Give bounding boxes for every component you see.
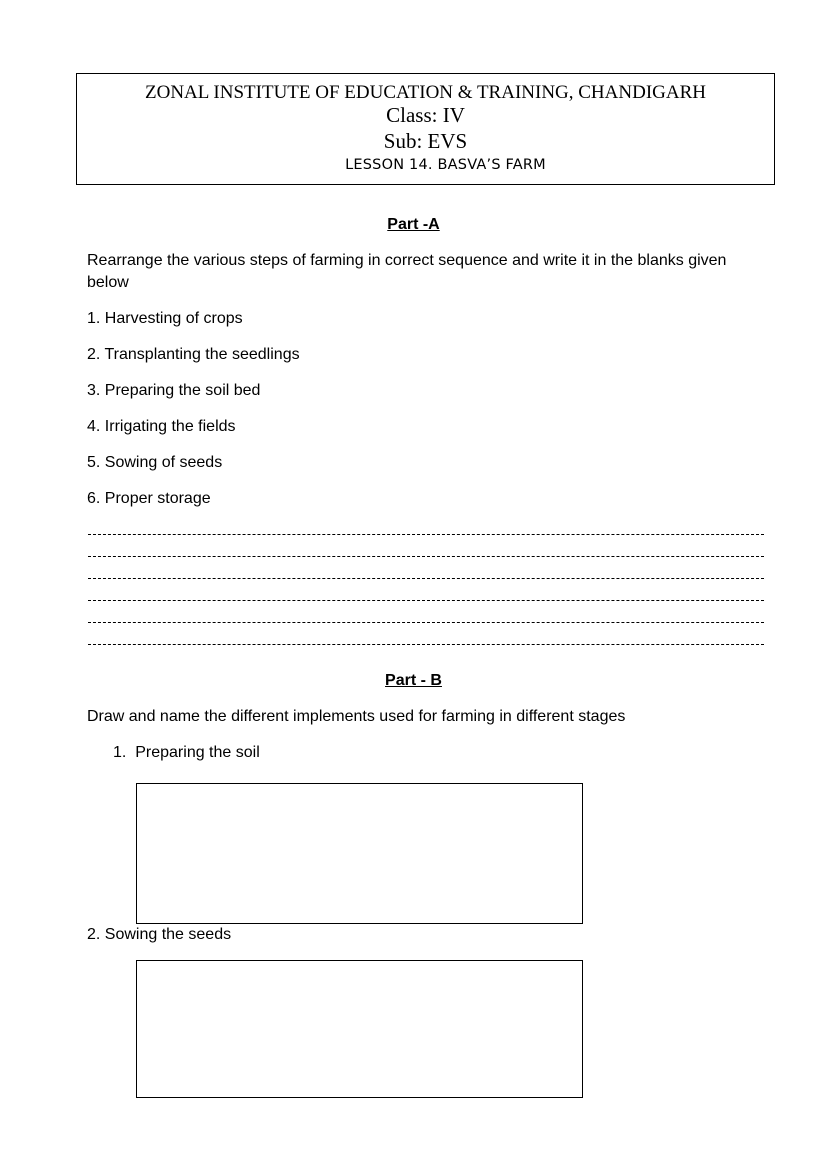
stage-label-preparing-soil: 1. Preparing the soil <box>113 744 260 761</box>
institute-name: ZONAL INSTITUTE OF EDUCATION & TRAINING, CHANDIGARH <box>145 82 706 103</box>
step-item: 6. Proper storage <box>87 490 211 507</box>
step-item: 4. Irrigating the fields <box>87 418 236 435</box>
answer-blank-line[interactable] <box>88 556 764 557</box>
stage-label-sowing-seeds: 2. Sowing the seeds <box>87 926 232 943</box>
answer-blank-line[interactable] <box>88 644 764 645</box>
answer-blank-line[interactable] <box>88 578 764 579</box>
header-box <box>76 73 775 185</box>
step-item: 1. Harvesting of crops <box>87 310 243 327</box>
step-item: 2. Transplanting the seedlings <box>87 346 300 363</box>
part-b-instruction: Draw and name the different implements used for farming in different stages <box>87 708 626 725</box>
drawing-box-sowing-seeds[interactable] <box>136 960 583 1098</box>
lesson-title: LESSON 14. BASVA’S FARM <box>345 157 546 173</box>
step-item: 5. Sowing of seeds <box>87 454 223 471</box>
step-item: 3. Preparing the soil bed <box>87 382 261 399</box>
subject-line: Sub: EVS <box>383 129 468 153</box>
answer-blank-line[interactable] <box>88 622 764 623</box>
answer-blank-line[interactable] <box>88 600 764 601</box>
answer-blank-line[interactable] <box>88 534 764 535</box>
drawing-box-preparing-soil[interactable] <box>136 783 583 924</box>
part-a-instruction: Rearrange the various steps of farming in correct sequence and write it in the blanks given below <box>87 252 727 291</box>
class-line: Class: IV <box>386 103 465 127</box>
part-a-title: Part -A <box>387 216 440 233</box>
part-b-title: Part - B <box>385 672 442 689</box>
